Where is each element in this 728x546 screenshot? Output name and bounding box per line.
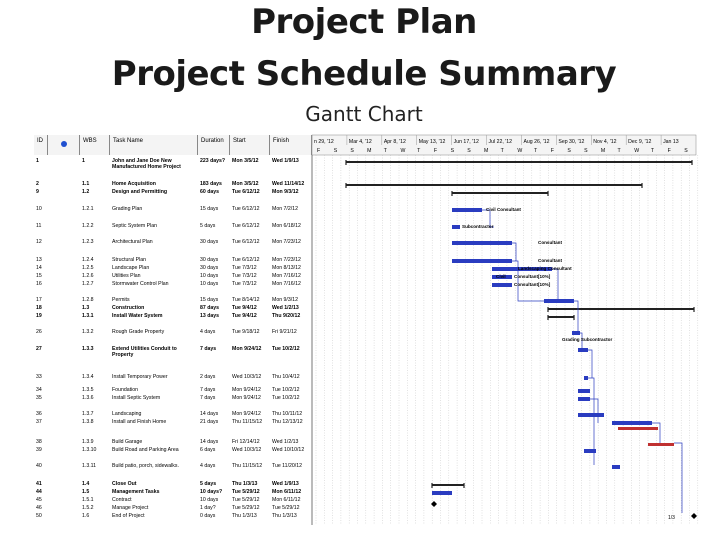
cell-id: 33 xyxy=(36,374,42,380)
table-row[interactable] xyxy=(34,328,310,338)
cell-duration: 30 days xyxy=(200,239,219,245)
cell-wbs: 1.5.1 xyxy=(82,497,94,503)
slide-subtitle: Gantt Chart xyxy=(305,102,423,126)
cell-duration: 15 days xyxy=(200,206,219,212)
critical-bar xyxy=(618,427,658,430)
period-label: Mar 4, '12 xyxy=(348,139,372,145)
architectural-plan-bar xyxy=(452,241,512,245)
day-label: T xyxy=(500,148,504,154)
foundation-bar xyxy=(578,389,590,393)
day-label: F xyxy=(317,148,321,154)
cell-duration: 4 days xyxy=(200,463,216,469)
day-label: S xyxy=(333,148,338,154)
header-finish[interactable]: Finish xyxy=(270,135,312,155)
cell-finish: Thu 12/13/12 xyxy=(272,419,303,425)
cell-duration: 13 days xyxy=(200,313,220,319)
cell-task: End of Project xyxy=(112,513,145,519)
cell-start: Tue 6/12/12 xyxy=(232,189,260,195)
cell-duration: 7 days xyxy=(200,395,216,401)
cell-finish: Tue 5/29/12 xyxy=(272,505,300,511)
cell-id: 1 xyxy=(36,158,39,164)
cell-wbs: 1.2.3 xyxy=(82,239,94,245)
cell-start: Tue 9/4/12 xyxy=(232,305,257,311)
header-start[interactable]: Start xyxy=(230,135,270,155)
cell-start: Thu 1/3/13 xyxy=(232,481,258,487)
cell-id: 2 xyxy=(36,181,39,187)
cell-start: Mon 9/24/12 xyxy=(232,387,261,393)
day-label: S xyxy=(567,148,571,154)
cell-start: Tue 6/12/12 xyxy=(232,206,260,212)
cell-start: Mon 9/24/12 xyxy=(232,395,261,401)
day-label: T xyxy=(534,148,538,154)
utilities-conduit-bar xyxy=(578,348,588,352)
dependency-line xyxy=(674,443,682,513)
septic-system-bar xyxy=(578,397,590,401)
resource-label: Consultant[10%] xyxy=(514,282,551,287)
resource-label: Grading Subcontractor xyxy=(562,337,613,342)
cell-task: Build Road and Parking Area xyxy=(112,447,179,453)
period-label: May 13, '12 xyxy=(418,139,446,145)
cell-finish: Thu 10/4/12 xyxy=(272,374,300,380)
cell-start: Tue 5/29/12 xyxy=(232,497,260,503)
cell-finish: Mon 7/16/12 xyxy=(272,281,301,287)
resource-label: Civil Consultant xyxy=(486,207,521,212)
cell-finish: Mon 7/23/12 xyxy=(272,239,301,245)
cell-id: 19 xyxy=(36,313,42,319)
cell-start: Tue 6/12/12 xyxy=(232,223,260,229)
day-label: T xyxy=(617,148,621,154)
cell-duration: 7 days xyxy=(200,387,216,393)
cell-duration: 10 days xyxy=(200,497,219,503)
cell-task: Install Temporary Power xyxy=(112,374,168,380)
cell-finish: Mon 7/16/12 xyxy=(272,273,301,279)
period-label: Dec 9, '12 xyxy=(628,139,652,145)
cell-wbs: 1.3.5 xyxy=(82,387,94,393)
cell-wbs: 1.2.1 xyxy=(82,206,94,212)
cell-wbs: 1.3.1 xyxy=(82,313,94,319)
cell-id: 27 xyxy=(36,346,42,352)
cell-wbs: 1.3.4 xyxy=(82,374,94,380)
cell-duration: 1 day? xyxy=(200,505,216,511)
cell-task: Grading Plan xyxy=(112,206,143,212)
day-label: S xyxy=(684,148,688,154)
cell-task: Structural Plan xyxy=(112,257,147,263)
day-label: F xyxy=(550,148,554,154)
cell-task: Septic System Plan xyxy=(112,223,157,229)
cell-duration: 0 days xyxy=(200,513,216,519)
cell-id: 36 xyxy=(36,411,42,417)
cell-id: 46 xyxy=(36,505,42,511)
cell-start: Mon 9/24/12 xyxy=(232,346,262,352)
period-label: Sep 30, '12 xyxy=(558,139,585,145)
day-label: F xyxy=(433,148,438,154)
cell-task: Architectural Plan xyxy=(112,239,153,245)
table-row[interactable] xyxy=(34,238,310,248)
cell-id: 38 xyxy=(36,439,42,445)
cell-start: Wed 10/3/12 xyxy=(232,374,262,380)
cell-wbs: 1.2 xyxy=(82,189,90,195)
cell-finish: Wed 10/10/12 xyxy=(272,447,305,453)
cell-id: 44 xyxy=(36,489,42,495)
cell-id: 14 xyxy=(36,265,42,271)
day-label: M xyxy=(367,148,372,154)
cell-start: Tue 8/14/12 xyxy=(232,297,260,303)
cell-start: Tue 5/29/12 xyxy=(232,505,260,511)
period-label: Apr 8, '12 xyxy=(383,139,406,145)
cell-task: Stormwater Control Plan xyxy=(112,281,169,287)
resource-label: Subcontractor xyxy=(462,224,494,229)
table-row[interactable] xyxy=(34,205,310,215)
resource-label: Consultant xyxy=(538,258,562,263)
cell-task: Design and Permitting xyxy=(112,189,168,195)
structural-plan-bar xyxy=(452,259,512,263)
cell-start: Tue 9/4/12 xyxy=(232,313,257,319)
critical-bar xyxy=(648,443,674,446)
cell-id: 37 xyxy=(36,419,42,425)
dependency-line xyxy=(652,423,660,443)
cell-wbs: 1 xyxy=(82,158,85,164)
cell-id: 39 xyxy=(36,447,42,453)
cell-task: Install Water System xyxy=(112,313,163,319)
cell-start: Wed 10/3/12 xyxy=(232,447,262,453)
cell-duration: 4 days xyxy=(200,329,216,335)
dependency-line xyxy=(512,243,516,261)
cell-duration: 14 days xyxy=(200,411,219,417)
table-row[interactable] xyxy=(34,222,310,232)
header-id[interactable]: ID xyxy=(34,135,48,155)
cell-task: Install and Finish Home xyxy=(112,419,167,425)
cell-duration: 5 days xyxy=(200,223,216,229)
cell-finish: Tue 10/2/12 xyxy=(272,346,300,352)
header-duration[interactable]: Duration xyxy=(198,135,230,155)
cell-start: Mon 3/5/12 xyxy=(232,158,259,164)
resource-label: Consultant[10%] xyxy=(514,274,551,279)
page-number: 1/3 xyxy=(668,515,675,521)
cell-finish: Mon 7/23/12 xyxy=(272,257,301,263)
cell-id: 26 xyxy=(36,329,42,335)
cell-task: Permits xyxy=(112,297,130,303)
day-label: M xyxy=(600,148,606,154)
cell-duration: 30 days xyxy=(200,257,219,263)
permits-bar xyxy=(544,299,574,303)
cell-wbs: 1.2.5 xyxy=(82,265,94,271)
cell-finish: Tue 10/2/12 xyxy=(272,387,300,393)
cell-start: Tue 7/3/12 xyxy=(232,273,257,279)
cell-duration: 7 days xyxy=(200,346,217,352)
period-label: Nov 4, '12 xyxy=(593,139,617,145)
stormwater-plan-bar xyxy=(492,283,512,287)
cell-start: Fri 12/14/12 xyxy=(232,439,260,445)
cell-finish: Mon 9/3/12 xyxy=(272,297,298,303)
info-icon xyxy=(61,141,67,147)
cell-wbs: 1.2.2 xyxy=(82,223,94,229)
cell-task: Landscape Plan xyxy=(112,265,150,271)
table-row[interactable] xyxy=(34,373,310,383)
cell-id: 34 xyxy=(36,387,42,393)
period-label: Aug 26, '12 xyxy=(523,139,550,145)
manage-milestone xyxy=(431,501,437,507)
cell-wbs: 1.2.7 xyxy=(82,281,94,287)
cell-duration: 15 days xyxy=(200,297,219,303)
dependency-line xyxy=(588,350,592,378)
patio-bar xyxy=(612,465,620,469)
cell-id: 11 xyxy=(36,223,42,229)
cell-start: Mon 9/24/12 xyxy=(232,411,261,417)
resource-label: Landscaping Consultant xyxy=(518,266,572,271)
table-row[interactable] xyxy=(34,462,310,480)
cell-wbs: 1.3.9 xyxy=(82,439,94,445)
cell-duration: 87 days xyxy=(200,305,220,311)
cell-wbs: 1.5.2 xyxy=(82,505,94,511)
cell-start: Tue 5/29/12 xyxy=(232,489,260,495)
day-label: T xyxy=(383,148,387,154)
cell-id: 13 xyxy=(36,257,42,263)
day-label: W xyxy=(634,148,640,154)
cell-wbs: 1.3.10 xyxy=(82,447,97,453)
cell-task: Utilities Plan xyxy=(112,273,141,279)
day-label: S xyxy=(584,148,588,154)
cell-wbs: 1.3.6 xyxy=(82,395,94,401)
rough-grade-bar xyxy=(572,331,580,335)
install-home-bar xyxy=(612,421,652,425)
resource-label: Civil xyxy=(496,274,506,279)
cell-id: 50 xyxy=(36,513,42,519)
resource-label: Consultant xyxy=(538,240,562,245)
period-label: Jul 22, '12 xyxy=(488,139,513,145)
grading-plan-bar xyxy=(452,208,482,212)
cell-finish: Mon 6/11/12 xyxy=(272,489,302,495)
cell-duration: 2 days xyxy=(200,374,216,380)
cell-wbs: 1.3.11 xyxy=(82,463,97,469)
cell-task: Foundation xyxy=(112,387,138,393)
cell-finish: Thu 9/20/12 xyxy=(272,313,301,319)
cell-wbs: 1.3.8 xyxy=(82,419,94,425)
cell-finish: Mon 6/11/12 xyxy=(272,497,301,503)
cell-finish: Mon 8/13/12 xyxy=(272,265,301,271)
cell-task: Extend Utilities Conduit to Property xyxy=(112,346,177,358)
table-row[interactable] xyxy=(34,512,310,522)
cell-id: 16 xyxy=(36,281,42,287)
day-label: W xyxy=(517,148,523,154)
cell-id: 17 xyxy=(36,297,42,303)
cell-duration: 14 days xyxy=(200,439,219,445)
day-label: S xyxy=(450,148,455,154)
cell-finish: Tue 10/2/12 xyxy=(272,395,300,401)
cell-start: Thu 11/15/12 xyxy=(232,463,263,469)
cell-wbs: 1.3.3 xyxy=(82,346,94,352)
cell-duration: 223 days? xyxy=(200,158,226,164)
cell-task: Build patio, porch, sidewalks. xyxy=(112,463,179,469)
cell-finish: Mon 9/3/12 xyxy=(272,189,299,195)
slide-title: Project Plan xyxy=(251,2,477,42)
dependency-line xyxy=(552,269,558,301)
cell-duration: 183 days xyxy=(200,181,222,187)
cell-task: Build Garage xyxy=(112,439,143,445)
landscaping-bar xyxy=(578,413,604,417)
end-milestone xyxy=(691,513,697,519)
cell-start: Tue 7/3/12 xyxy=(232,265,257,271)
cell-task: Home Acquisition xyxy=(112,181,156,187)
table-row[interactable] xyxy=(34,188,310,198)
cell-finish: Wed 1/2/13 xyxy=(272,305,299,311)
cell-task: Manage Project xyxy=(112,505,149,511)
cell-duration: 5 days xyxy=(200,481,217,487)
cell-task: Management Tasks xyxy=(112,489,160,495)
cell-duration: 10 days xyxy=(200,273,219,279)
cell-id: 12 xyxy=(36,239,42,245)
header-wbs[interactable]: WBS xyxy=(80,135,110,155)
cell-id: 41 xyxy=(36,481,42,487)
cell-task: Contract xyxy=(112,497,132,503)
cell-task: John and Jane Doe New Manufactured Home Project xyxy=(112,158,181,170)
day-label: S xyxy=(350,148,354,154)
period-label: Jan 13 xyxy=(663,139,679,145)
cell-wbs: 1.3.7 xyxy=(82,411,94,417)
cell-finish: Mon 7/2/12 xyxy=(272,206,298,212)
cell-wbs: 1.2.4 xyxy=(82,257,94,263)
header-info[interactable] xyxy=(48,135,80,155)
day-label: T xyxy=(417,148,421,154)
cell-finish: Wed 1/9/13 xyxy=(272,481,299,487)
cell-finish: Tue 11/20/12 xyxy=(272,463,302,469)
cell-finish: Wed 11/14/12 xyxy=(272,181,305,187)
table-row[interactable] xyxy=(34,312,310,322)
cell-start: Tue 6/12/12 xyxy=(232,239,260,245)
cell-wbs: 1.2.8 xyxy=(82,297,94,303)
cell-start: Tue 6/12/12 xyxy=(232,257,260,263)
cell-start: Tue 9/18/12 xyxy=(232,329,260,335)
day-label: F xyxy=(667,148,671,154)
cell-duration: 30 days xyxy=(200,265,219,271)
cell-start: Thu 1/3/13 xyxy=(232,513,257,519)
gantt-timeline xyxy=(312,135,696,525)
day-label: S xyxy=(467,148,471,154)
table-row[interactable] xyxy=(34,280,310,290)
cell-wbs: 1.5 xyxy=(82,489,90,495)
cell-finish: Wed 1/2/13 xyxy=(272,439,299,445)
cell-wbs: 1.1 xyxy=(82,181,90,187)
cell-duration: 10 days xyxy=(200,281,219,287)
contract-bar xyxy=(432,491,452,495)
cell-duration: 6 days xyxy=(200,447,216,453)
day-label: M xyxy=(483,148,489,154)
table-row[interactable] xyxy=(34,418,310,428)
table-row[interactable] xyxy=(34,345,310,363)
cell-id: 40 xyxy=(36,463,42,469)
day-label: T xyxy=(650,148,655,154)
cell-start: Tue 7/3/12 xyxy=(232,281,257,287)
cell-duration: 60 days xyxy=(200,189,220,195)
period-label: n 29, '12 xyxy=(314,139,334,145)
cell-start: Thu 11/15/12 xyxy=(232,419,263,425)
period-label: Jun 17, '12 xyxy=(453,139,479,145)
cell-start: Mon 3/5/12 xyxy=(232,181,259,187)
cell-id: 35 xyxy=(36,395,42,401)
table-row[interactable] xyxy=(34,157,310,175)
cell-finish: Thu 1/3/13 xyxy=(272,513,297,519)
cell-finish: Thu 10/11/12 xyxy=(272,411,303,417)
cell-wbs: 1.6 xyxy=(82,513,90,519)
cell-finish: Fri 9/21/12 xyxy=(272,329,297,335)
temporary-power-bar xyxy=(584,376,588,380)
cell-wbs: 1.4 xyxy=(82,481,90,487)
gantt-chart xyxy=(34,135,694,525)
cell-task: Construction xyxy=(112,305,145,311)
cell-id: 10 xyxy=(36,206,42,212)
septic-plan-bar xyxy=(452,225,460,229)
cell-id: 18 xyxy=(36,305,42,311)
day-label: W xyxy=(400,148,406,154)
table-row[interactable] xyxy=(34,394,310,404)
cell-id: 15 xyxy=(36,273,42,279)
cell-duration: 21 days xyxy=(200,419,219,425)
cell-task: Close Out xyxy=(112,481,137,487)
cell-wbs: 1.3 xyxy=(82,305,90,311)
cell-id: 9 xyxy=(36,189,39,195)
header-task-name[interactable]: Task Name xyxy=(110,135,198,155)
cell-task: Landscaping xyxy=(112,411,142,417)
cell-duration: 10 days? xyxy=(200,489,223,495)
cell-wbs: 1.3.2 xyxy=(82,329,94,335)
cell-finish: Wed 1/9/13 xyxy=(272,158,299,164)
cell-finish: Mon 6/18/12 xyxy=(272,223,301,229)
cell-id: 45 xyxy=(36,497,42,503)
cell-wbs: 1.2.6 xyxy=(82,273,94,279)
slide-heading: Project Schedule Summary xyxy=(111,54,617,94)
cell-task: Install Septic System xyxy=(112,395,161,401)
cell-task: Rough Grade Property xyxy=(112,329,165,335)
